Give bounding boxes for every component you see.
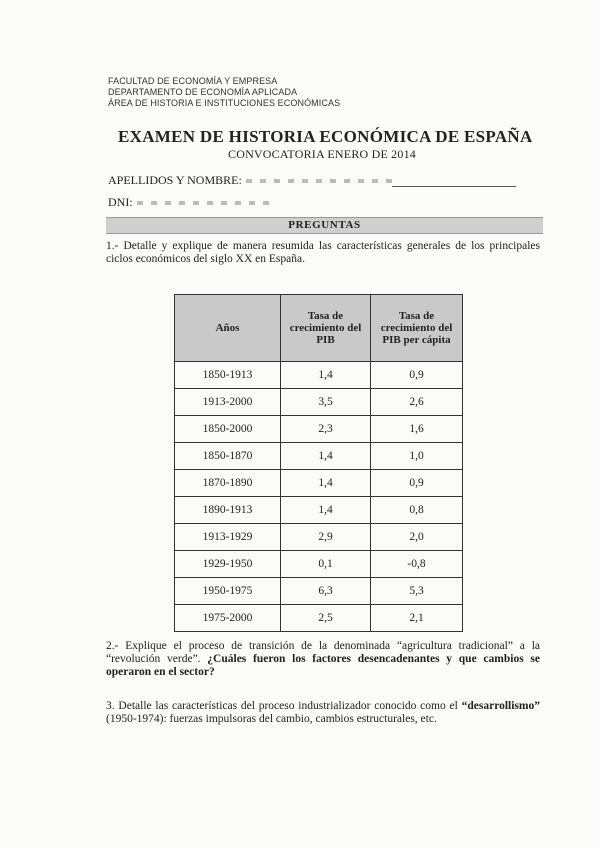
period-cell: 1850-1913 xyxy=(175,362,281,389)
gdp-cell: 1,4 xyxy=(281,362,371,389)
name-fill-line xyxy=(392,186,516,187)
name-field xyxy=(108,173,396,188)
faculty-line: FACULTAD DE ECONOMÍA Y EMPRESA xyxy=(108,76,278,86)
period-cell: 1950-1975 xyxy=(175,578,281,605)
period-cell: 1913-2000 xyxy=(175,389,281,416)
section-band xyxy=(106,217,543,234)
gdp-cell: 2,5 xyxy=(281,605,371,632)
institution-header xyxy=(108,76,340,109)
per-capita-cell: 2,6 xyxy=(371,389,463,416)
table-row xyxy=(175,443,463,470)
question-2-bold: ¿Cuáles fueron los factores desencadenantes y que cambios se operaron en el sector? xyxy=(106,653,540,678)
period-cell: 1913-1929 xyxy=(175,524,281,551)
header-gdp-growth: Tasa de crecimiento del PIB xyxy=(281,295,371,362)
table-row xyxy=(175,605,463,632)
period-cell: 1890-1913 xyxy=(175,497,281,524)
question-3 xyxy=(106,700,540,726)
question-1: 1.- Detalle y explique de manera resumida las características generales de los principales ciclos económicos del siglo XX en España. xyxy=(106,240,540,265)
period-cell: 1929-1950 xyxy=(175,551,281,578)
header-years: Años xyxy=(175,295,281,362)
table-row xyxy=(175,578,463,605)
gdp-cell: 1,4 xyxy=(281,443,371,470)
period-cell: 1975-2000 xyxy=(175,605,281,632)
gdp-cell: 3,5 xyxy=(281,389,371,416)
gdp-cell: 6,3 xyxy=(281,578,371,605)
area-line: ÁREA DE HISTORIA E INSTITUCIONES ECONÓMICAS xyxy=(108,98,341,108)
per-capita-cell: 2,1 xyxy=(371,605,463,632)
gdp-cell: 2,9 xyxy=(281,524,371,551)
gdp-cell: 1,4 xyxy=(281,497,371,524)
per-capita-cell: 5,3 xyxy=(371,578,463,605)
period-cell: 1850-1870 xyxy=(175,443,281,470)
per-capita-cell: 1,6 xyxy=(371,416,463,443)
per-capita-cell: 2,0 xyxy=(371,524,463,551)
per-capita-cell: -0,8 xyxy=(371,551,463,578)
dni-label: DNI: xyxy=(108,195,133,209)
question-3-rest: (1950-1974): fuerzas impulsoras del cambio, cambios estructurales, etc. xyxy=(106,713,437,725)
header-gdp-per-capita-growth: Tasa de crecimiento del PIB per cápita xyxy=(371,295,463,362)
redacted-dni xyxy=(137,201,277,205)
exam-title: EXAMEN DE HISTORIA ECONÓMICA DE ESPAÑA xyxy=(118,127,533,146)
question-2-text: 2.- Explique el proceso de transición de la denominada “agricultura tradicional” a la “revolución verde”. xyxy=(106,640,540,665)
per-capita-cell: 0,8 xyxy=(371,497,463,524)
per-capita-cell: 0,9 xyxy=(371,362,463,389)
dni-field xyxy=(108,195,277,210)
growth-table xyxy=(174,294,463,632)
table-row xyxy=(175,497,463,524)
question-3-lead: 3. Detalle las características del proceso industrializador conocido como el xyxy=(106,700,458,712)
period-cell: 1870-1890 xyxy=(175,470,281,497)
period-cell: 1850-2000 xyxy=(175,416,281,443)
table-row xyxy=(175,470,463,497)
table-row xyxy=(175,389,463,416)
section-label: PREGUNTAS xyxy=(288,219,361,231)
table-header-row xyxy=(175,295,463,362)
per-capita-cell: 0,9 xyxy=(371,470,463,497)
table-row xyxy=(175,416,463,443)
per-capita-cell: 1,0 xyxy=(371,443,463,470)
table-row xyxy=(175,362,463,389)
question-2 xyxy=(106,640,540,679)
department-line: DEPARTAMENTO DE ECONOMÍA APLICADA xyxy=(108,87,298,97)
gdp-cell: 2,3 xyxy=(281,416,371,443)
exam-subtitle: CONVOCATORIA ENERO DE 2014 xyxy=(228,147,416,161)
table-row xyxy=(175,524,463,551)
name-label: APELLIDOS Y NOMBRE: xyxy=(108,173,242,187)
gdp-cell: 0,1 xyxy=(281,551,371,578)
redacted-name xyxy=(246,179,396,183)
table-row xyxy=(175,551,463,578)
gdp-cell: 1,4 xyxy=(281,470,371,497)
question-3-bold: “desarrollismo” xyxy=(461,700,540,712)
